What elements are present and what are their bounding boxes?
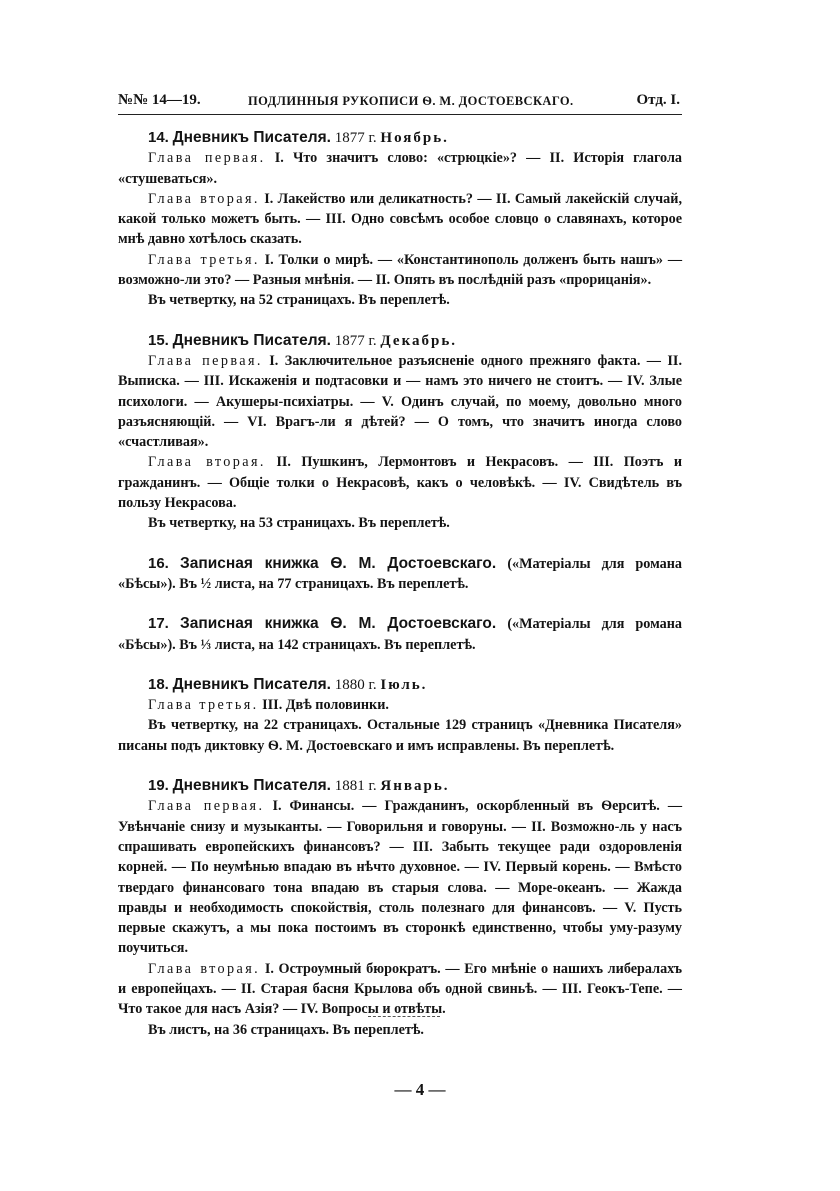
format-note: Въ четвертку, на 52 страницахъ. Въ переплетѣ. — [148, 292, 450, 309]
catalog-entry-16 — [118, 554, 682, 595]
entry-title: 19. Дневникъ Писателя. 1881 г. Январь. — [148, 777, 450, 795]
chapter-paragraph: Глава вторая. I. Остроумный бюрократъ. — Его мнѣніе о нашихъ либералахъ и европейцахъ. — II. Старая басня Крылова объ одной свиньѣ. — III. Геокъ-Тепе. — Что такое для насъ Азія? — IV. Вопросы и отвѣты. — [118, 960, 683, 1018]
entry-description: («Матеріалы для романа «Бѣсы»). Въ ½ листа, на 77 страницахъ. Въ переплетѣ. — [118, 555, 683, 592]
catalog-entry-15 — [118, 331, 682, 534]
chapter-paragraph: Глава третья. I. Толки о мирѣ. — «Константинополь долженъ быть нашъ» — возможно-ли это? — Разныя мнѣнія. — II. Опять въ послѣдній разъ «прорицанія». — [118, 251, 683, 289]
running-header — [118, 90, 682, 115]
page-number: — 4 — — [394, 1080, 446, 1099]
section-divider — [368, 1016, 440, 1018]
header-title: ПОДЛИННЫЯ РУКОПИСИ Ѳ. М. ДОСТОЕВСКАГО. — [248, 94, 574, 108]
catalog-entry-18 — [118, 675, 682, 756]
entry-title: 17. Записная книжка Ѳ. М. Достоевскаго. («Матеріалы для романа «Бѣсы»). Въ ⅓ листа, на 142 страницахъ. Въ переплетѣ. — [118, 615, 683, 653]
catalog-body — [118, 128, 682, 1060]
entry-title: 15. Дневникъ Писателя. 1877 г. Декабрь. — [148, 331, 458, 349]
format-note: Въ четвертку, на 53 страницахъ. Въ переплетѣ. — [148, 515, 450, 532]
entry-description: («Матеріалы для романа «Бѣсы»). Въ ⅓ листа, на 142 страницахъ. Въ переплетѣ. — [118, 616, 683, 653]
chapter-paragraph: Глава третья. III. Двѣ половинки. — [148, 697, 389, 714]
catalog-entry-17 — [118, 614, 682, 655]
section-label: Отд. I. — [636, 92, 680, 108]
entry-title: 16. Записная книжка Ѳ. М. Достоевскаго. («Матеріалы для романа «Бѣсы»). Въ ½ листа, на 77 страницахъ. Въ переплетѣ. — [118, 554, 683, 592]
chapter-paragraph: Глава первая. I. Заключительное разъясненіе одного прежняго факта. — II. Выписка. — III. Искаженія и подтасовки и — намъ это ничего не стоитъ. — IV. Злые психологи. — Акушеры-психіатры. — V. Одинъ случай, по моему, довольно много разъясняющій. — VI. Врагъ-ли я дѣтей? — О томъ, что значитъ иногда слово «счастливая». — [118, 352, 683, 451]
chapter-paragraph: Глава первая. I. Финансы. — Гражданинъ, оскорбленный въ Ѳерситѣ. — Увѣнчаніе снизу и музыканты. — Говорильня и говоруны. — II. Возможно-ль у насъ спрашивать европейскихъ финансовъ? — III. Забыть текущее ради оздоровленія корней. — По неумѣнью впадаю въ нѣчто духовное. — IV. Первый корень. — Вмѣсто твердаго финансоваго тона впадаю въ старыя слова. — Море-океанъ. — Жажда правды и необходимость спокойствія, столь полезнаго для финансовъ. — V. Пусть первые скажутъ, а мы пока постоимъ въ сторонкѣ единственно, чтобы уму-разуму поучиться. — [118, 798, 683, 957]
format-note: Въ четвертку, на 22 страницахъ. Остальные 129 страницъ «Дневника Писателя» писаны подъ диктовку Ѳ. М. Достоевскаго и имъ исправлены. Въ переплетѣ. — [118, 717, 682, 754]
catalog-entry-14 — [118, 128, 682, 311]
format-note: Въ листъ, на 36 страницахъ. Въ переплетѣ. — [148, 1021, 424, 1038]
chapter-paragraph: Глава вторая. I. Лакейство или деликатность? — II. Самый лакейскій случай, какой только можетъ быть. — III. Одно совсѣмъ особое словцо о славянахъ, которое мнѣ давно хотѣлось сказать. — [118, 190, 682, 248]
entry-title: 14. Дневникъ Писателя. 1877 г. Ноябрь. — [148, 129, 449, 146]
entry-title: 18. Дневникъ Писателя. 1880 г. Іюль. — [148, 675, 428, 693]
chapter-paragraph: Глава первая. I. Что значитъ слово: «стрюцкіе»? — II. Исторія глагола «стушеваться». — [118, 150, 682, 187]
catalog-entry-19 — [118, 776, 682, 1040]
chapter-paragraph: Глава вторая. II. Пушкинъ, Лермонтовъ и Некрасовъ. — III. Поэтъ и гражданинъ. — Общіе толки о Некрасовѣ, какъ о человѣкѣ. — IV. Свидѣтель въ пользу Некрасова. — [118, 454, 683, 512]
entry-range: №№ 14—19. — [118, 92, 201, 108]
